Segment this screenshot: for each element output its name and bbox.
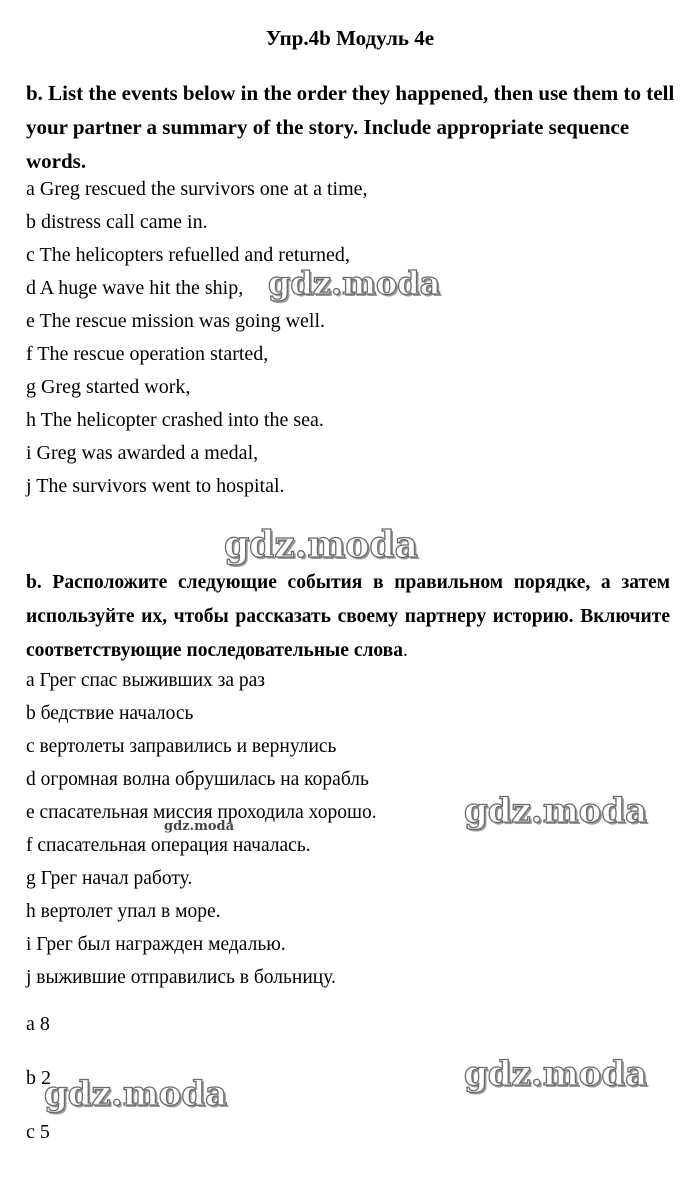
english-event-d: d A huge wave hit the ship, bbox=[26, 277, 244, 299]
russian-event-b: b бедствие началось bbox=[26, 703, 194, 724]
english-event-a: a Greg rescued the survivors one at a time, bbox=[26, 178, 368, 200]
page-title: Упр.4b Модуль 4е bbox=[265, 26, 435, 50]
russian-event-e: e спасательная миссия проходила хорошо. bbox=[26, 802, 377, 823]
russian-event-g: g Грег начал работу. bbox=[26, 868, 193, 889]
watermark-logo: gdz.moda bbox=[464, 1054, 648, 1094]
english-instruction: b. List the events below in the order they happened, then use them to tell your partner a summary of the story. Include appropriate sequence words. bbox=[26, 81, 675, 173]
english-event-j: j The survivors went to hospital. bbox=[26, 475, 285, 497]
english-event-list bbox=[26, 173, 368, 503]
watermark-small-logo: gdz.moda bbox=[164, 819, 235, 834]
answer-c: c 5 bbox=[26, 1121, 50, 1143]
watermark-logo: gdz.moda bbox=[268, 264, 441, 302]
russian-instruction-period: . bbox=[402, 640, 408, 661]
watermark-logo: gdz.moda bbox=[464, 791, 648, 831]
russian-event-j: j выжившие отправились в больницу. bbox=[26, 967, 336, 988]
english-event-e: e The rescue mission was going well. bbox=[26, 310, 326, 332]
watermark-logo: gdz.moda bbox=[44, 1074, 228, 1114]
answer-a: a 8 bbox=[26, 1013, 50, 1035]
russian-event-a: a Грег спас выживших за раз bbox=[26, 670, 265, 691]
english-event-f: f The rescue operation started, bbox=[26, 343, 269, 365]
russian-instruction-text: b. Расположите следующие события в правильном порядке, а затем используйте их, чтобы рассказать своему партнеру историю. Включите соответствующие последовательные слова bbox=[26, 572, 670, 661]
russian-instruction bbox=[26, 566, 670, 668]
russian-event-f: f спасательная операция началась. bbox=[26, 835, 311, 856]
russian-event-h: h вертолет упал в море. bbox=[26, 901, 221, 922]
russian-event-d: d огромная волна обрушилась на корабль bbox=[26, 769, 369, 790]
russian-event-i: i Грег был награжден медалью. bbox=[26, 934, 286, 955]
answer-b: b 2 bbox=[26, 1067, 51, 1089]
english-event-b: b distress call came in. bbox=[26, 211, 208, 233]
watermark-logo: gdz.moda bbox=[224, 524, 418, 566]
russian-event-c: c вертолеты заправились и вернулись bbox=[26, 736, 337, 757]
english-event-i: i Greg was awarded a medal, bbox=[26, 442, 259, 464]
english-event-g: g Greg started work, bbox=[26, 376, 191, 398]
english-event-c: c The helicopters refuelled and returned, bbox=[26, 244, 350, 266]
english-event-h: h The helicopter crashed into the sea. bbox=[26, 409, 324, 431]
